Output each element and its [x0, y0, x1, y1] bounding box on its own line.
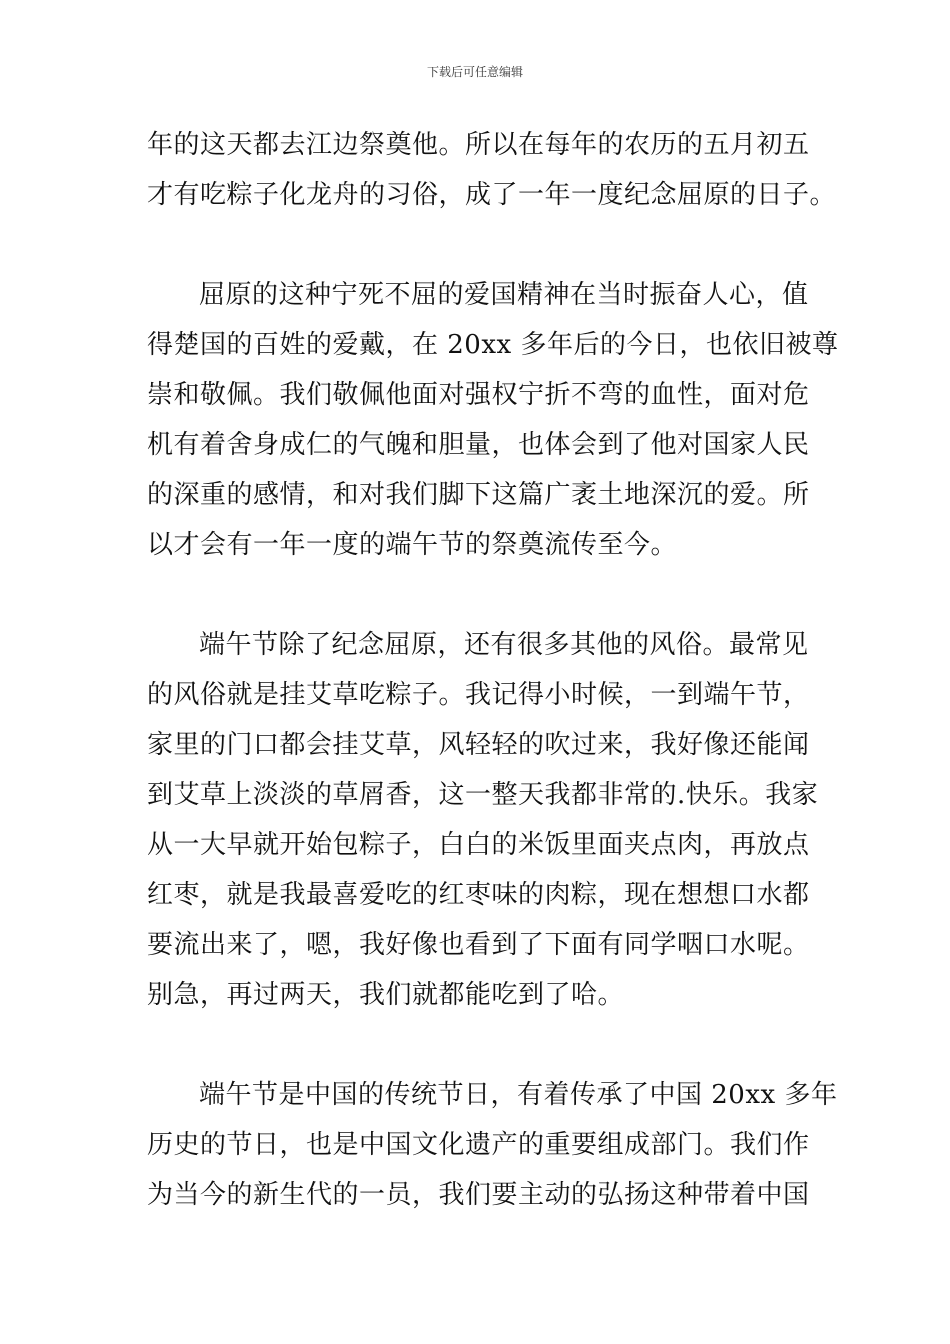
- paragraph-2: [147, 270, 839, 570]
- text-line: 得楚国的百姓的爱戴，在 20xx 多年后的今日，也依旧被尊: [147, 330, 839, 360]
- text-line: 才有吃粽子化龙舟的习俗，成了一年一度纪念屈原的日子。: [147, 180, 837, 210]
- text-line: 以才会有一年一度的端午节的祭奠流传至今。: [147, 530, 678, 560]
- paragraph-1: [147, 120, 837, 220]
- text-line: 端午节除了纪念屈原，还有很多其他的风俗。最常见: [199, 630, 809, 660]
- text-line: 历史的节日，也是中国文化遗产的重要组成部门。我们作: [147, 1130, 810, 1160]
- text-line: 要流出来了，嗯，我好像也看到了下面有同学咽口水呢。: [147, 930, 810, 960]
- page-header-note: 下载后可任意编辑: [426, 65, 523, 79]
- text-line: 到艾草上淡淡的草屑香，这一整天我都非常的.快乐。我家: [147, 780, 819, 810]
- text-line: 的深重的感情，和对我们脚下这篇广袤土地深沉的爱。所: [147, 480, 810, 510]
- text-line: 端午节是中国的传统节日，有着传承了中国 20xx 多年: [199, 1080, 838, 1110]
- document-body: [147, 120, 839, 1270]
- text-line: 红枣，就是我最喜爱吃的红枣味的肉粽，现在想想口水都: [147, 880, 810, 910]
- text-line: 的风俗就是挂艾草吃粽子。我记得小时候，一到端午节，: [147, 680, 810, 710]
- paragraph-3: [147, 620, 819, 1020]
- text-line: 机有着舍身成仁的气魄和胆量，也体会到了他对国家人民: [147, 430, 810, 460]
- paragraph-4: [147, 1070, 838, 1220]
- text-line: 崇和敬佩。我们敬佩他面对强权宁折不弯的血性，面对危: [147, 380, 810, 410]
- text-line: 别急，再过两天，我们就都能吃到了哈。: [147, 980, 625, 1010]
- text-line: 家里的门口都会挂艾草，风轻轻的吹过来，我好像还能闻: [147, 730, 810, 760]
- text-line: 为当今的新生代的一员，我们要主动的弘扬这种带着中国: [147, 1180, 810, 1210]
- text-line: 年的这天都去江边祭奠他。所以在每年的农历的五月初五: [147, 130, 810, 160]
- text-line: 屈原的这种宁死不屈的爱国精神在当时振奋人心，值: [199, 280, 809, 310]
- text-line: 从一大早就开始包粽子，白白的米饭里面夹点肉，再放点: [147, 830, 810, 860]
